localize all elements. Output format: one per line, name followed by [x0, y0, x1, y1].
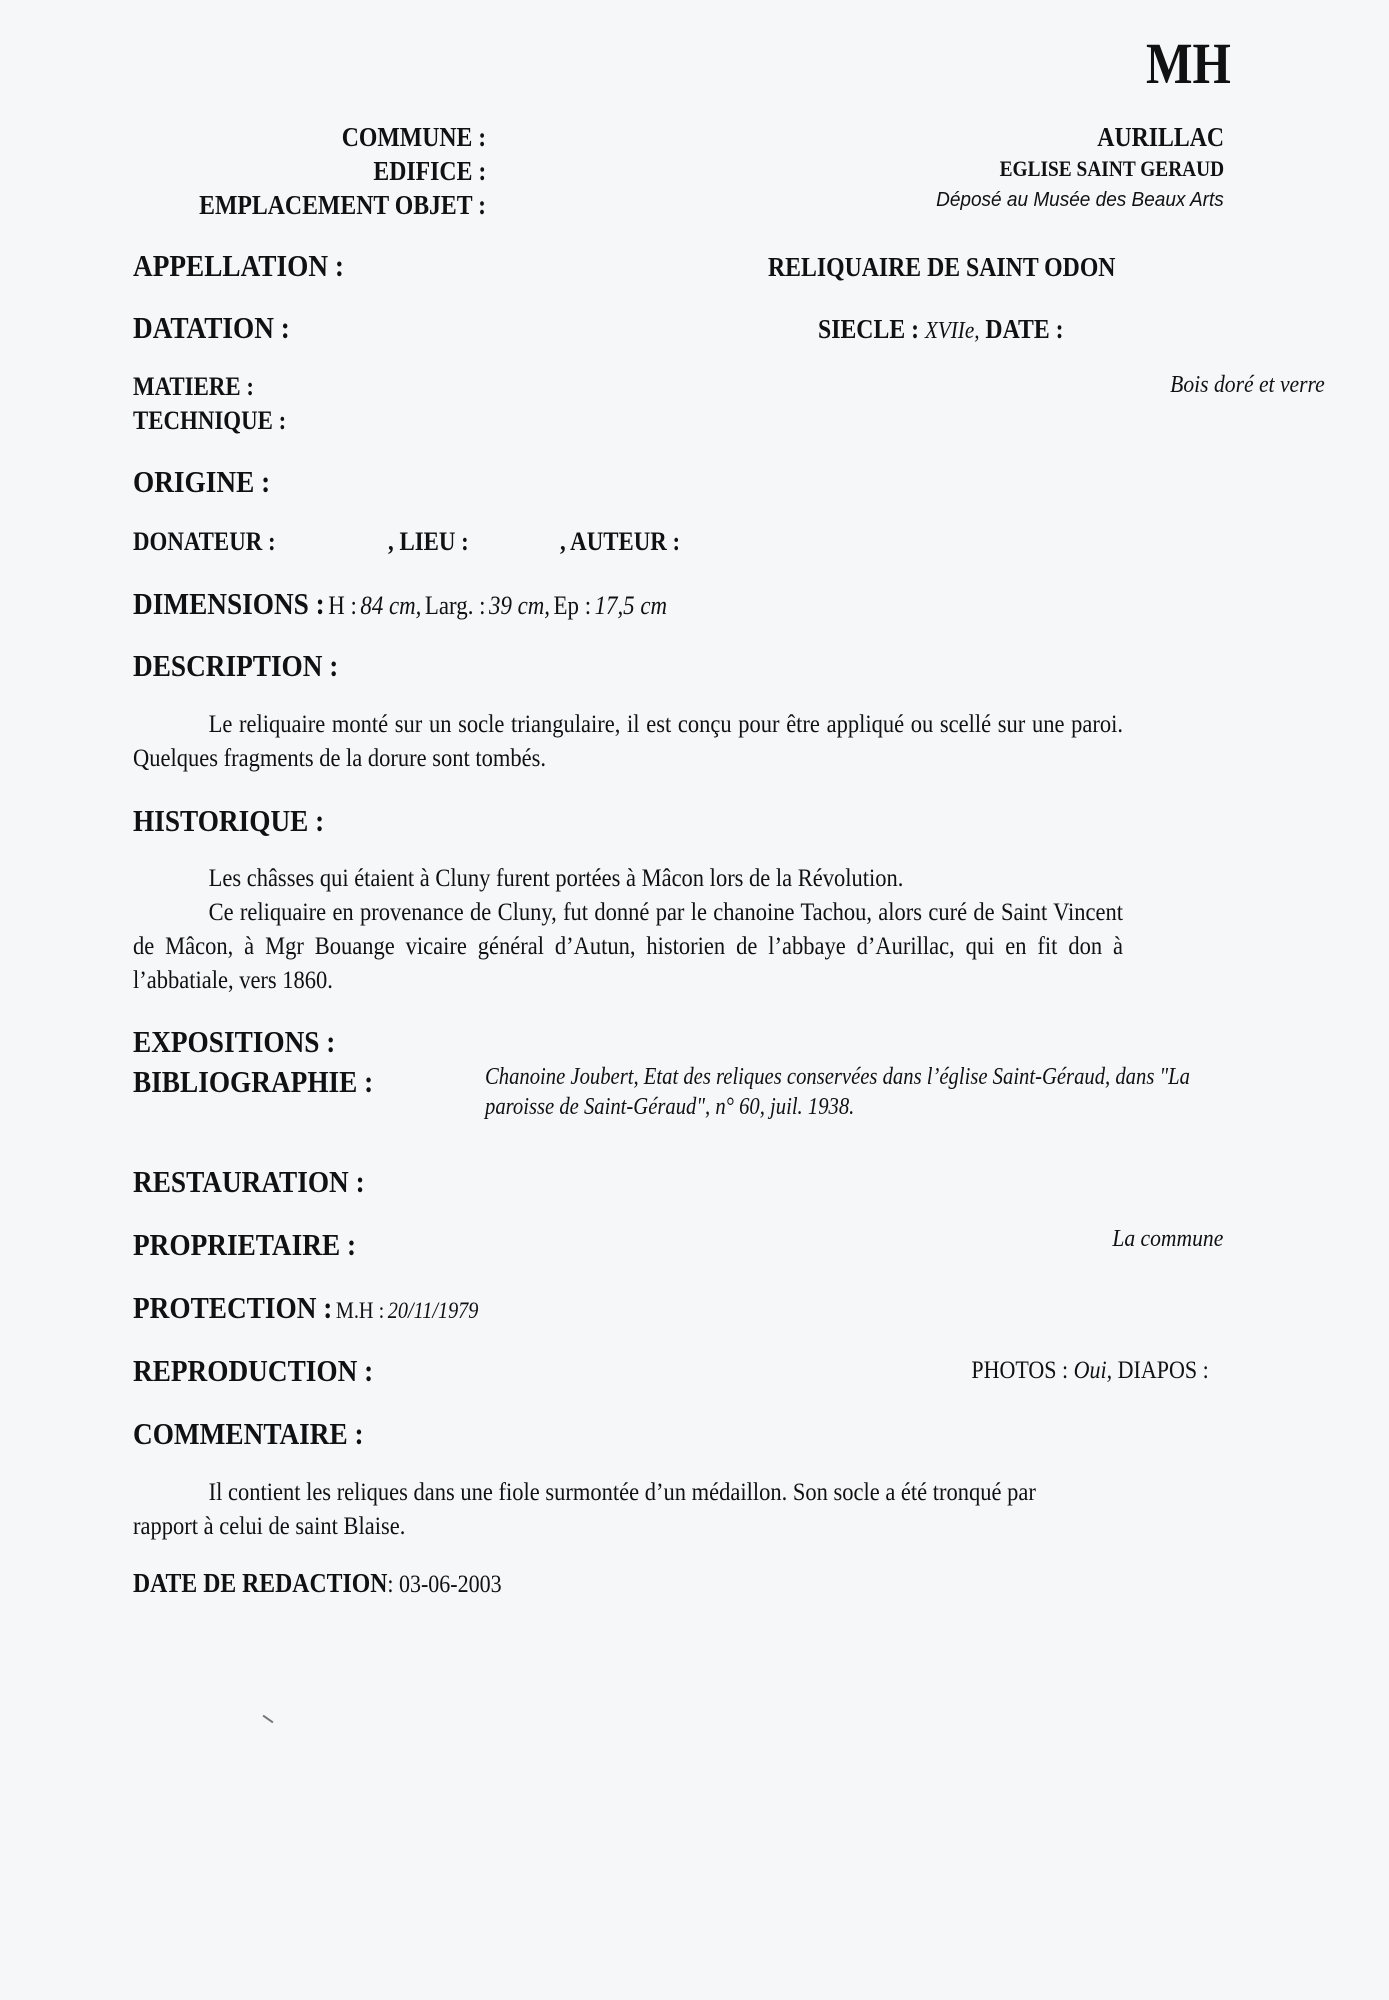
- dim-ep-label: Ep :: [553, 591, 592, 620]
- protection-mh-value: 20/11/1979: [387, 1298, 479, 1323]
- bibliographie-label: BIBLIOGRAPHIE :: [133, 1064, 374, 1099]
- auteur-label: , AUTEUR :: [560, 527, 681, 556]
- emplacement-value: Déposé au Musée des Beaux Arts: [936, 189, 1224, 211]
- protection-label: PROTECTION :: [133, 1290, 333, 1325]
- technique-label: TECHNIQUE :: [133, 406, 287, 435]
- matiere-value: Bois doré et verre: [1170, 372, 1325, 398]
- dimensions-line: [133, 586, 667, 622]
- edifice-label: EDIFICE :: [373, 156, 486, 186]
- historique-paragraph: Ce reliquaire en provenance de Cluny, fut donné par le chanoine Tachou, alors curé de Saint Vincent de Mâcon, à Mgr Bouange vicaire général d’Autun, historien de l’abbaye d’Aurillac, qui en fit don à l’abbatiale, vers 1860.: [133, 899, 1124, 994]
- photos-label: PHOTOS :: [971, 1357, 1069, 1384]
- commentaire-paragraph: Il contient les reliques dans une fiole surmontée d’un médaillon. Son socle a été tronqué par rapport à celui de saint Blaise.: [133, 1479, 1036, 1540]
- reproduction-values: [972, 1357, 1209, 1385]
- commentaire-label: COMMENTAIRE :: [133, 1416, 364, 1451]
- siecle-value: XVIIe,: [924, 318, 980, 344]
- redaction-line: [133, 1568, 502, 1599]
- historique-paragraph: Les châsses qui étaient à Cluny furent portées à Mâcon lors de la Révolution.: [208, 865, 904, 892]
- protection-mh-label: M.H :: [335, 1298, 385, 1323]
- appellation-value: RELIQUAIRE DE SAINT ODON: [768, 252, 1116, 282]
- reproduction-label: REPRODUCTION :: [133, 1353, 374, 1388]
- diapos-label: DIAPOS :: [1117, 1357, 1209, 1384]
- restauration-label: RESTAURATION :: [133, 1164, 365, 1199]
- commune-label: COMMUNE :: [341, 122, 486, 152]
- proprietaire-value: La commune: [1112, 1226, 1223, 1252]
- commentaire-text: [133, 1476, 1069, 1544]
- scan-speck: [263, 1715, 274, 1724]
- commune-value: AURILLAC: [1097, 122, 1224, 152]
- redaction-value: : 03-06-2003: [387, 1571, 502, 1598]
- origine-label: ORIGINE :: [133, 464, 271, 499]
- protection-line: [133, 1290, 478, 1326]
- edifice-value: EGLISE SAINT GERAUD: [999, 156, 1224, 181]
- historique-label: HISTORIQUE :: [133, 803, 325, 838]
- dim-ep-value: 17,5 cm: [594, 591, 668, 620]
- siecle-label: SIECLE :: [818, 314, 920, 344]
- description-paragraph: Le reliquaire monté sur un socle triangulaire, il est conçu pour être appliqué ou scellé sur une paroi. Quelques fragments de la dorure sont tombés.: [133, 711, 1124, 772]
- datation-label: DATATION :: [133, 310, 290, 345]
- proprietaire-label: PROPRIETAIRE :: [133, 1227, 357, 1262]
- description-label: DESCRIPTION :: [133, 648, 339, 683]
- date-label: DATE :: [985, 314, 1064, 344]
- historique-text: [133, 862, 1123, 998]
- siecle-line: [818, 314, 1064, 345]
- dim-h-value: 84 cm,: [360, 591, 422, 620]
- dim-h-label: H :: [328, 591, 357, 620]
- expositions-label: EXPOSITIONS :: [133, 1024, 336, 1059]
- redaction-label: DATE DE REDACTION: [133, 1568, 388, 1598]
- appellation-label: APPELLATION :: [133, 248, 344, 283]
- photos-value: Oui,: [1073, 1357, 1113, 1384]
- bibliographie-text: Chanoine Joubert, Etat des reliques conservées dans l’église Saint-Géraud, dans "La paroisse de Saint-Géraud", n° 60, juil. 1938.: [485, 1064, 1190, 1120]
- matiere-label: MATIERE :: [133, 372, 254, 401]
- description-text: [133, 708, 1123, 776]
- mh-badge: MH: [1146, 31, 1231, 96]
- emplacement-label: EMPLACEMENT OBJET :: [199, 190, 486, 220]
- donateur-label: DONATEUR :: [133, 527, 276, 556]
- lieu-label: , LIEU :: [388, 527, 469, 556]
- dimensions-label: DIMENSIONS :: [133, 586, 325, 621]
- dim-larg-value: 39 cm,: [489, 591, 551, 620]
- dim-larg-label: Larg. :: [424, 591, 486, 620]
